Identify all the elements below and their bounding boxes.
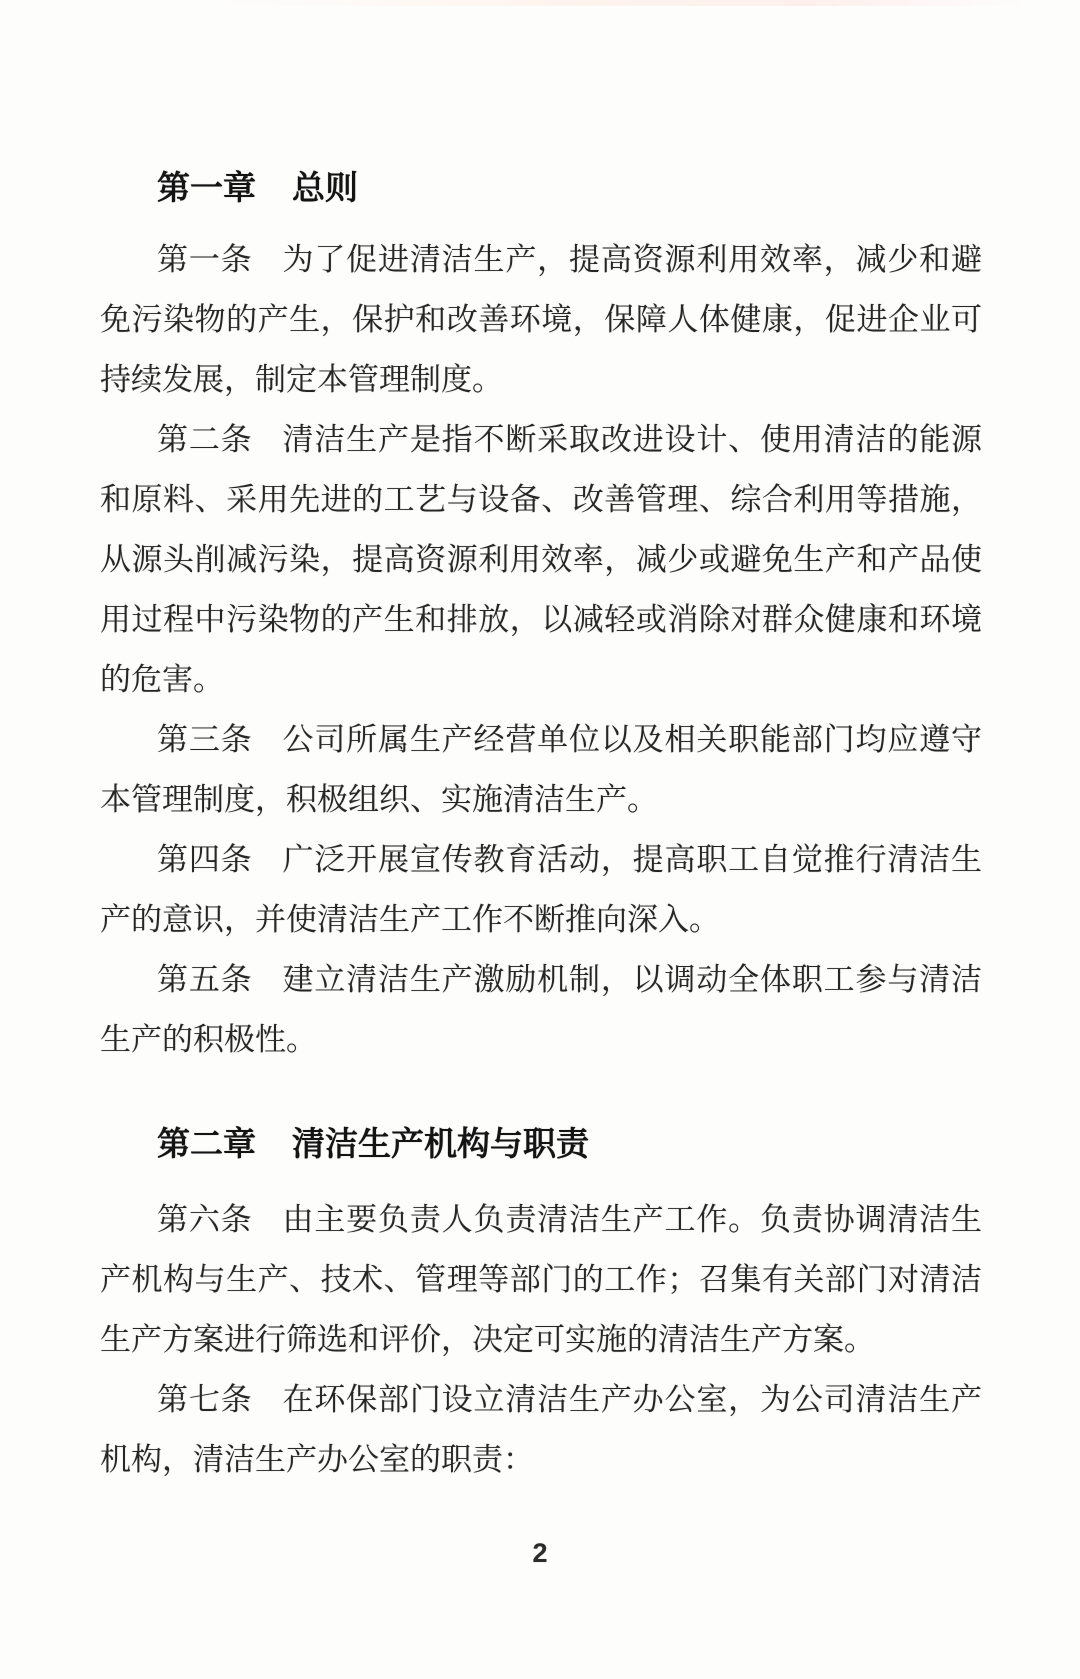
- article-1-label: 第一条: [157, 242, 253, 277]
- chapter-1-heading: [100, 158, 982, 220]
- article-7-label: 第七条: [157, 1382, 253, 1417]
- article-7-text: 在环保部门设立清洁生产办公室，为公司清洁生产机构，清洁生产办公室的职责：: [100, 1382, 982, 1477]
- article-3-text: 公司所属生产经营单位以及相关职能部门均应遵守本管理制度，积极组织、实施清洁生产。: [100, 722, 982, 817]
- article-3-paragraph: [100, 710, 982, 830]
- article-5-label: 第五条: [157, 962, 253, 997]
- article-3-label: 第三条: [157, 722, 253, 757]
- article-6-label: 第六条: [157, 1202, 253, 1237]
- article-6-paragraph: [100, 1190, 982, 1370]
- article-2-paragraph: [100, 410, 982, 710]
- article-6-text: 由主要负责人负责清洁生产工作。负责协调清洁生产机构与生产、技术、管理等部门的工作；召集有关部门对清洁生产方案进行筛选和评价，决定可实施的清洁生产方案。: [100, 1202, 982, 1357]
- chapter-1-label: 第一章: [157, 171, 256, 207]
- article-4-label: 第四条: [157, 842, 253, 877]
- chapter-2-title: 清洁生产机构与职责: [292, 1127, 589, 1163]
- article-7-paragraph: [100, 1370, 982, 1490]
- document-body: [100, 158, 982, 1490]
- page-number: 2: [532, 1538, 548, 1568]
- article-5-paragraph: [100, 950, 982, 1070]
- article-4-paragraph: [100, 830, 982, 950]
- chapter-1-title: 总则: [292, 171, 358, 207]
- article-2-text: 清洁生产是指不断采取改进设计、使用清洁的能源和原料、采用先进的工艺与设备、改善管理、综合利用等措施，从源头削减污染，提高资源利用效率，减少或避免生产和产品使用过程中污染物的产生和排放，以减轻或消除对群众健康和环境的危害。: [100, 422, 982, 697]
- article-4-text: 广泛开展宣传教育活动，提高职工自觉推行清洁生产的意识，并使清洁生产工作不断推向深入。: [100, 842, 982, 937]
- article-1-paragraph: [100, 230, 982, 410]
- article-2-label: 第二条: [157, 422, 253, 457]
- chapter-2-label: 第二章: [157, 1127, 256, 1163]
- article-5-text: 建立清洁生产激励机制，以调动全体职工参与清洁生产的积极性。: [100, 962, 982, 1057]
- article-1-text: 为了促进清洁生产，提高资源利用效率，减少和避免污染物的产生，保护和改善环境，保障人体健康，促进企业可持续发展，制定本管理制度。: [100, 242, 982, 397]
- chapter-2-heading: [100, 1114, 982, 1176]
